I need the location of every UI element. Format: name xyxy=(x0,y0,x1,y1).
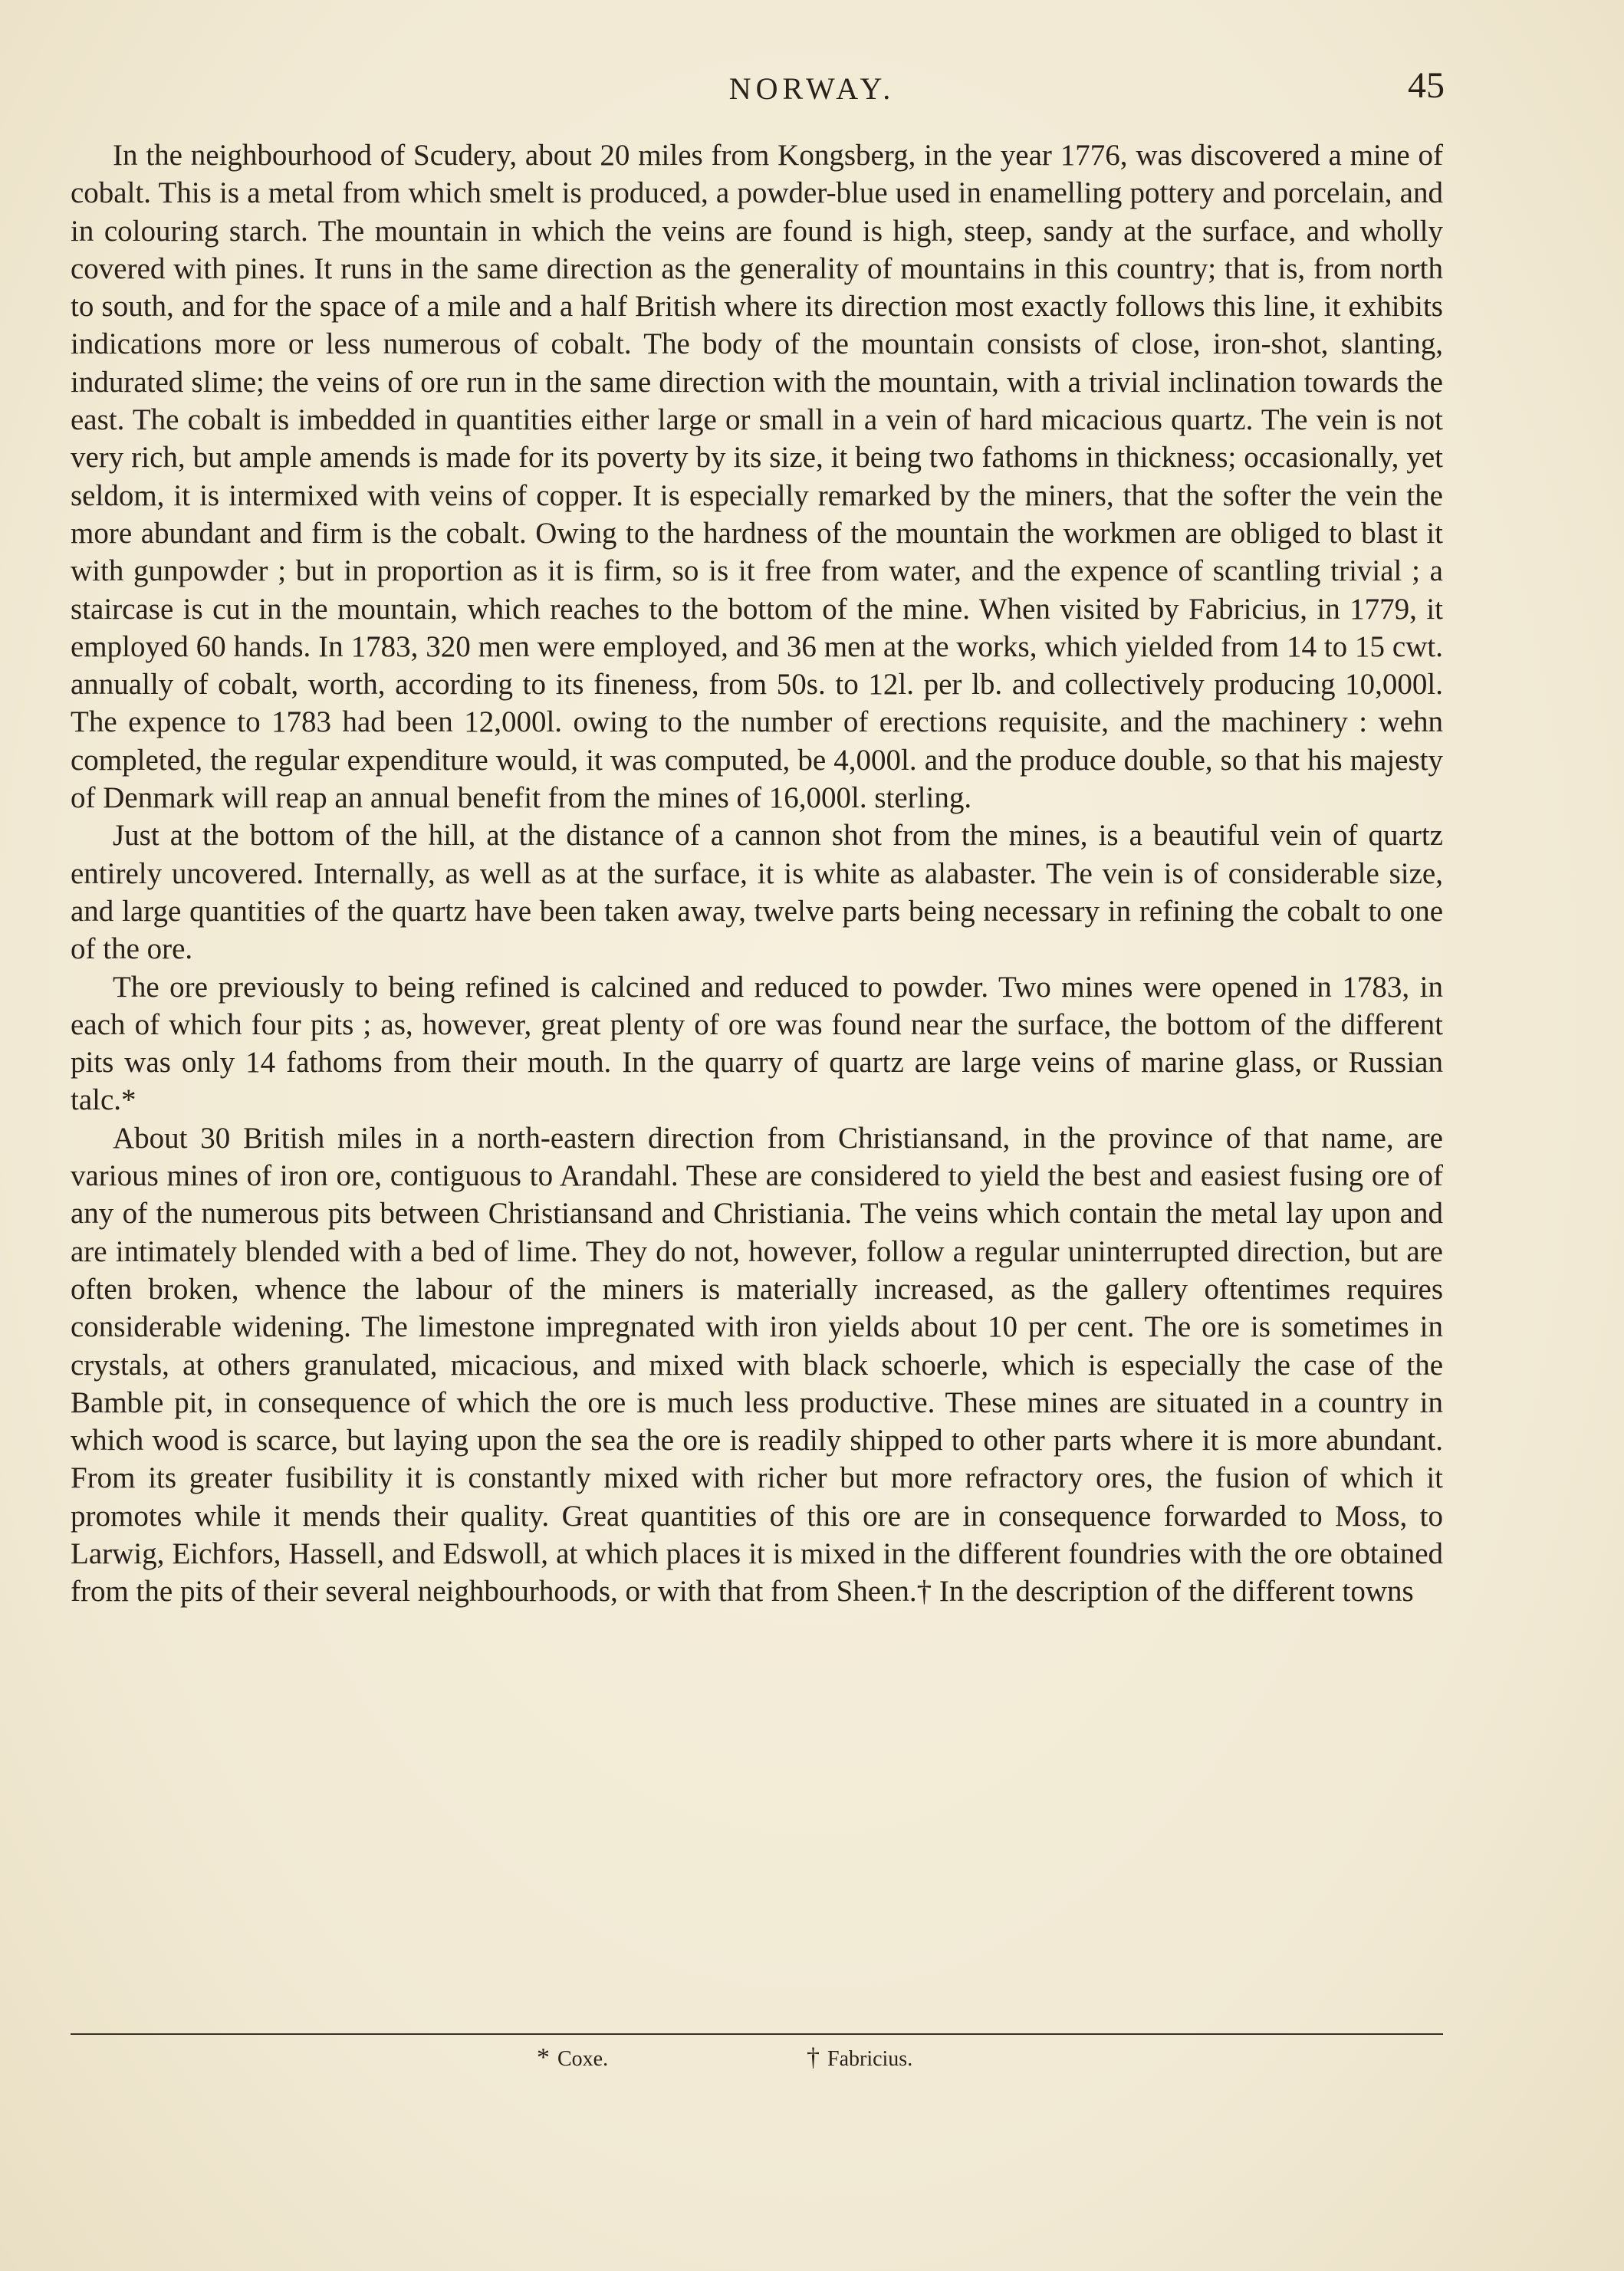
paragraph: In the neighbourhood of Scudery, about 20 miles from Kongsberg, in the year 1776, was discovered a mine of cobalt. This is a metal from which smelt is produced, a powder-blue used in enamelling pottery and porcelain, and in colouring starch. The mountain in which the veins are found is high, steep, sandy at the surface, and wholly covered with pines. It runs in the same direction as the generality of mountains in this country; that is, from north to south, and for the space of a mile and a half British where its direction most exactly follows this line, it exhibits indications more or less numerous of cobalt. The body of the mountain consists of close, iron-shot, slanting, indurated slime; the veins of ore run in the same direction with the mountain, with a trivial inclination towards the east. The cobalt is imbedded in quantities either large or small in a vein of hard micacious quartz. The vein is not very rich, but ample amends is made for its poverty by its size, it being two fathoms in thickness; occasionally, yet seldom, it is intermixed with veins of copper. It is especially remarked by the miners, that the softer the vein the more abundant and firm is the cobalt. Owing to the hardness of the mountain the workmen are obliged to blast it with gunpowder ; but in proportion as it is firm, so is it free from water, and the expence of scantling trivial ; a staircase is cut in the mountain, which reaches to the bottom of the mine. When visited by Fabricius, in 1779, it employed 60 hands. In 1783, 320 men were employed, and 36 men at the works, which yielded from 14 to 15 cwt. annually of cobalt, worth, according to its fineness, from 50s. to 12l. per lb. and collectively producing 10,000l. The expence to 1783 had been 12,000l. owing to the number of erections requisite, and the machinery : wehn completed, the regular expenditure would, it was computed, be 4,000l. and the produce double, so that his majesty of Denmark will reap an annual benefit from the mines of 16,000l. sterling. xyxy=(71,139,1443,815)
footnote-mark: † xyxy=(807,2043,820,2072)
running-title: NORWAY. xyxy=(728,71,896,106)
footnote-text: Fabricius. xyxy=(827,2047,913,2071)
footnote-mark: * xyxy=(537,2043,550,2072)
body-text xyxy=(71,136,1443,1611)
paragraph: Just at the bottom of the hill, at the distance of a cannon shot from the mines, is a beautiful vein of quartz entirely uncovered. Internally, as well as at the surface, it is white as alabaster. The vein is of considerable size, and large quantities of the quartz have been taken away, twelve parts being necessary in refining the cobalt to one of the ore. xyxy=(71,819,1443,966)
paragraph: About 30 British miles in a north-eastern direction from Christiansand, in the province of that name, are various mines of iron ore, contiguous to Arandahl. These are considered to yield the best and easiest fusing ore of any of the numerous pits between Christiansand and Christiania. The veins which contain the metal lay upon and are intimately blended with a bed of lime. They do not, however, follow a regular uninterrupted direction, but are often broken, whence the labour of the miners is materially increased, as the gallery oftentimes requires considerable widening. The limestone impregnated with iron yields about 10 per cent. The ore is sometimes in crystals, at others granulated, micacious, and mixed with black schoerle, which is especially the case of the Bamble pit, in consequence of which the ore is much less productive. These mines are situated in a country in which wood is scarce, but laying upon the sea the ore is readily shipped to other parts where it is more abundant. From its greater fusibility it is constantly mixed with richer but more refractory ores, the fusion of which it promotes while it mends their quality. Great quantities of this ore are in consequence forwarded to Moss, to Larwig, Eichfors, Hassell, and Edswoll, at which places it is mixed in the different foundries with the ore obtained from the pits of their several neighbourhoods, or with that from Sheen.† In the description of the different towns xyxy=(71,1121,1443,1609)
footnote-rule xyxy=(71,2033,1443,2035)
footnote xyxy=(807,2043,912,2072)
footnotes xyxy=(0,2043,1624,2074)
page-number: 45 xyxy=(1408,65,1445,106)
footnote xyxy=(537,2043,608,2072)
footnote-text: Coxe. xyxy=(557,2047,609,2071)
paragraph: The ore previously to being refined is calcined and reduced to powder. Two mines were opened in 1783, in each of which four pits ; as, however, great plenty of ore was found near the surface, the bottom of the different pits was only 14 fathoms from their mouth. In the quarry of quartz are large veins of marine glass, or Russian talc.* xyxy=(71,970,1443,1117)
